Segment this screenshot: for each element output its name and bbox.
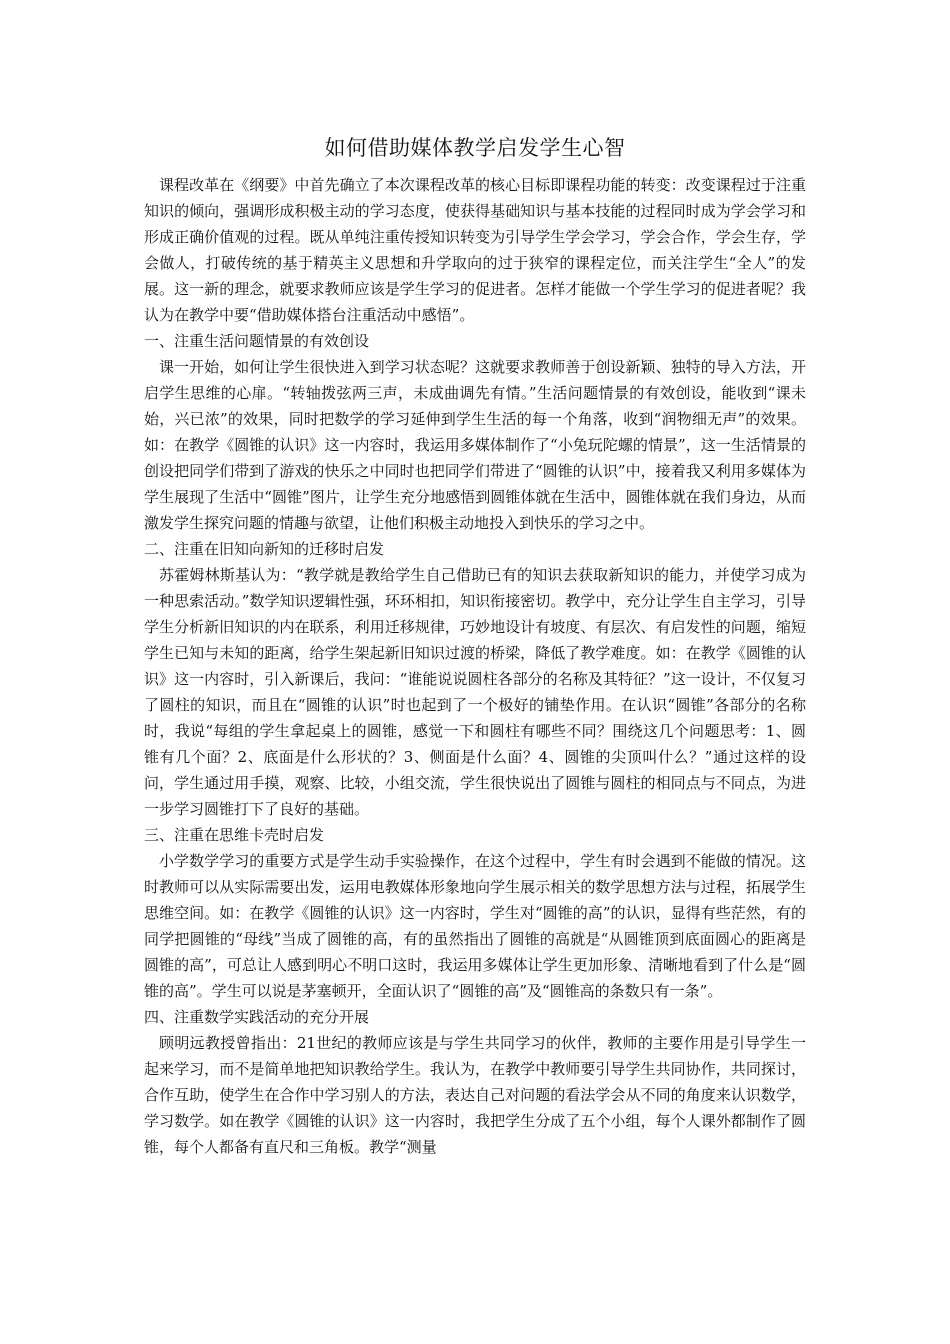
document-title: 如何借助媒体教学启发学生心智 [324,136,626,160]
section-body-4: 顾明远教授曾指出：21世纪的教师应该是与学生共同学习的伙伴，教师的主要作用是引导学生一起来学习，而不是简单地把知识教给学生。我认为，在教学中教师要引导学生共同协作，共同探讨，合作互助，使学生在合作中学习别人的方法，表达自己对问题的看法学会从不同的角度来认识数学，学习数学。如在教学《圆锥的认识》这一内容时，我把学生分成了五个小组，每个人课外都制作了圆锥，每个人都备有直尺和三角板。教学“测量 [144,1034,806,1156]
section-heading-2: 二、注重在旧知向新知的迁移时启发 [144,540,385,558]
intro-paragraph: 课程改革在《纲要》中首先确立了本次课程改革的核心目标即课程功能的转变：改变课程过于注重知识的倾向，强调形成积极主动的学习态度，使获得基础知识与基本技能的过程同时成为学会学习和形成正确价值观的过程。既从单纯注重传授知识转变为引导学生学会学习，学会合作，学会生存，学会做人，打破传统的基于精英主义思想和升学取向的过于狭窄的课程定位，而关注学生“全人”的发展。这一新的理念，就要求教师应该是学生学习的促进者。怎样才能做一个学生学习的促进者呢？我认为在教学中要“借助媒体搭台注重活动中感悟”。 [144,176,806,324]
section-heading-3: 三、注重在思维卡壳时启发 [144,826,325,844]
section-body-2: 苏霍姆林斯基认为：“教学就是教给学生自己借助已有的知识去获取新知识的能力，并使学习成为一种思索活动。”数学知识逻辑性强，环环相扣，知识衔接密切。教学中，充分让学生自主学习，引导学生分析新旧知识的内在联系，利用迁移规律，巧妙地设计有坡度、有层次、有启发性的问题，缩短学生已知与未知的距离，给学生架起新旧知识过渡的桥梁，降低了教学难度。如：在教学《圆锥的认识》这一内容时，引入新课后，我问：“谁能说说圆柱各部分的名称及其特征？”这一设计，不仅复习了圆柱的知识，而且在“圆锥的认识”时也起到了一个极好的铺垫作用。在认识“圆锥”各部分的名称时，我说“每组的学生拿起桌上的圆锥，感觉一下和圆柱有哪些不同？围绕这几个问题思考：1、圆锥有几个面？2、底面是什么形状的？3、侧面是什么面？4、圆锥的尖顶叫什么？”通过这样的设问，学生通过用手摸，观察、比较，小组交流，学生很快说出了圆锥与圆柱的相同点与不同点，为进一步学习圆锥打下了良好的基础。 [144,566,806,818]
document-content [144,133,806,1160]
section-body-1: 课一开始，如何让学生很快进入到学习状态呢？这就要求教师善于创设新颖、独特的导入方法，开启学生思维的心扉。“转轴拨弦两三声，未成曲调先有情。”生活问题情景的有效创设，能收到“课未始，兴已浓”的效果，同时把数学的学习延伸到学生生活的每一个角落，收到“润物细无声”的效果。如：在教学《圆锥的认识》这一内容时，我运用多媒体制作了“小兔玩陀螺的情景”，这一生活情景的创设把同学们带到了游戏的快乐之中同时也把同学们带进了“圆锥的认识”中，接着我又利用多媒体为学生展现了生活中“圆锥”图片，让学生充分地感悟到圆锥体就在生活中，圆锥体就在我们身边，从而激发学生探究问题的情趣与欲望，让他们积极主动地投入到快乐的学习之中。 [144,358,806,532]
section-body-3: 小学数学学习的重要方式是学生动手实验操作，在这个过程中，学生有时会遇到不能做的情况。这时教师可以从实际需要出发，运用电教媒体形象地向学生展示相关的数学思想方法与过程，拓展学生思维空间。如：在教学《圆锥的认识》这一内容时，学生对“圆锥的高”的认识，显得有些茫然，有的同学把圆锥的“母线”当成了圆锥的高，有的虽然指出了圆锥的高就是“从圆锥顶到底面圆心的距离是圆锥的高”，可总让人感到明心不明口这时，我运用多媒体让学生更加形象、清晰地看到了什么是“圆锥的高”。学生可以说是茅塞顿开，全面认识了“圆锥的高”及“圆锥高的条数只有一条”。 [144,852,806,1000]
section-heading-4: 四、注重数学实践活动的充分开展 [144,1008,370,1026]
section-heading-1: 一、注重生活问题情景的有效创设 [144,332,370,350]
